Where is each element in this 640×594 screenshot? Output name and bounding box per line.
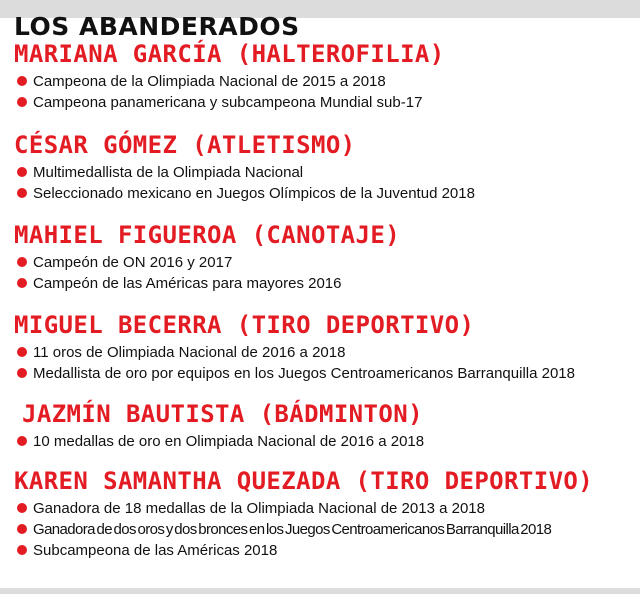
athlete-name: KAREN SAMANTHA QUEZADA (TIRO DEPORTIVO) bbox=[14, 467, 594, 495]
athlete-karen-quezada bbox=[14, 469, 634, 561]
achievement-text: Subcampeona de las Américas 2018 bbox=[33, 542, 278, 559]
achievement-text: Medallista de oro por equipos en los Juegos Centroamericanos Barranquilla 2018 bbox=[33, 365, 575, 382]
bullet-icon bbox=[17, 188, 27, 198]
achievement-item bbox=[14, 519, 634, 540]
athlete-miguel-becerra bbox=[14, 313, 634, 384]
page-title: LOS ABANDERADOS bbox=[14, 12, 300, 41]
achievement-text: Multimedallista de la Olimpiada Nacional bbox=[33, 164, 304, 181]
achievement-text: 10 medallas de oro en Olimpiada Nacional de 2016 a 2018 bbox=[33, 433, 425, 450]
bullet-icon bbox=[17, 503, 27, 513]
achievement-text: Campeón de ON 2016 y 2017 bbox=[33, 254, 233, 271]
bullet-icon bbox=[17, 545, 27, 555]
athlete-mahiel-figueroa bbox=[14, 223, 634, 294]
athlete-name: JAZMÍN BAUTISTA (BÁDMINTON) bbox=[22, 400, 423, 428]
achievement-item bbox=[14, 162, 634, 183]
athlete-jazmin-bautista bbox=[22, 402, 640, 452]
achievement-text: Seleccionado mexicano en Juegos Olímpicos de la Juventud 2018 bbox=[33, 185, 475, 202]
athlete-name: MIGUEL BECERRA (TIRO DEPORTIVO) bbox=[14, 311, 475, 339]
achievement-text: Campeón de las Américas para mayores 2016 bbox=[33, 275, 342, 292]
achievement-text: 11 oros de Olimpiada Nacional de 2016 a 2018 bbox=[33, 344, 346, 361]
athlete-cesar-gomez bbox=[14, 133, 634, 204]
achievement-item bbox=[14, 342, 634, 363]
bullet-icon bbox=[17, 436, 27, 446]
achievement-item bbox=[14, 540, 634, 561]
achievement-item bbox=[14, 252, 634, 273]
achievement-item bbox=[14, 431, 640, 452]
athlete-name: MARIANA GARCÍA (HALTEROFILIA) bbox=[14, 40, 445, 68]
achievement-item bbox=[14, 71, 634, 92]
achievement-item bbox=[14, 92, 634, 113]
achievement-item bbox=[14, 363, 634, 384]
achievement-text: Ganadora de 18 medallas de la Olimpiada Nacional de 2013 a 2018 bbox=[33, 500, 485, 517]
athlete-name: MAHIEL FIGUEROA (CANOTAJE) bbox=[14, 221, 401, 249]
achievement-item bbox=[14, 273, 634, 294]
achievement-text: Campeona panamericana y subcampeona Mundial sub-17 bbox=[33, 94, 423, 111]
achievement-text: Campeona de la Olimpiada Nacional de 2015 a 2018 bbox=[33, 73, 386, 90]
bullet-icon bbox=[17, 524, 27, 534]
athlete-name: CÉSAR GÓMEZ (ATLETISMO) bbox=[14, 131, 356, 159]
athlete-mariana-garcia bbox=[14, 42, 634, 113]
bullet-icon bbox=[17, 278, 27, 288]
achievement-item bbox=[14, 183, 634, 204]
bullet-icon bbox=[17, 97, 27, 107]
bullet-icon bbox=[17, 167, 27, 177]
bullet-icon bbox=[17, 347, 27, 357]
bullet-icon bbox=[17, 368, 27, 378]
bullet-icon bbox=[17, 76, 27, 86]
achievement-text: Ganadora de dos oros y dos bronces en los Juegos Centroamericanos Barranquilla 2018 bbox=[33, 521, 552, 538]
bottom-bar bbox=[0, 588, 640, 594]
bullet-icon bbox=[17, 257, 27, 267]
achievement-item bbox=[14, 498, 634, 519]
